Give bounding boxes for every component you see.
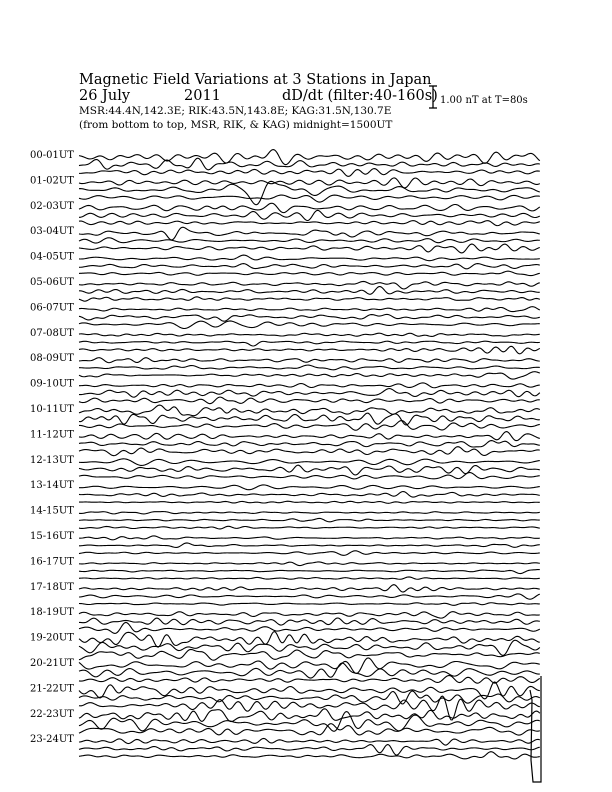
rik-trace bbox=[79, 518, 540, 521]
msr-trace bbox=[79, 752, 540, 759]
chart-title: Magnetic Field Variations at 3 Stations in Japan bbox=[79, 72, 432, 88]
msr-trace bbox=[79, 195, 540, 202]
msr-trace bbox=[79, 244, 540, 253]
hour-label: 19-20UT bbox=[30, 632, 74, 644]
kag-trace bbox=[79, 485, 540, 490]
hour-label: 20-21UT bbox=[30, 658, 74, 669]
kag-trace bbox=[79, 383, 540, 388]
rik-trace bbox=[79, 594, 540, 599]
station-order-note: (from bottom to top, MSR, RIK, & KAG) midnight=1500UT bbox=[79, 119, 393, 131]
kag-trace bbox=[79, 255, 540, 261]
hour-label: 11-12UT bbox=[30, 429, 74, 441]
msr-trace bbox=[79, 447, 540, 456]
hour-label: 09-10UT bbox=[30, 378, 74, 390]
quantity-label: dD/dt (filter:40-160s) bbox=[282, 88, 438, 104]
rik-trace bbox=[79, 712, 540, 732]
kag-trace bbox=[79, 562, 540, 566]
rik-trace bbox=[79, 158, 540, 170]
hour-label: 02-03UT bbox=[30, 200, 74, 212]
kag-trace bbox=[79, 405, 540, 416]
scale-label: 1.00 nT at T=80s bbox=[440, 95, 528, 106]
hour-label: 08-09UT bbox=[30, 353, 74, 365]
hour-label: 06-07UT bbox=[30, 302, 74, 314]
kag-trace bbox=[79, 512, 540, 514]
hour-label: 00-01UT bbox=[30, 150, 74, 161]
kag-trace bbox=[79, 178, 540, 188]
rik-trace bbox=[79, 264, 540, 269]
msr-trace bbox=[79, 271, 540, 275]
msr-trace bbox=[79, 346, 540, 354]
msr-trace bbox=[79, 676, 540, 684]
hour-label: 03-04UT bbox=[30, 226, 74, 238]
rik-trace bbox=[79, 640, 540, 655]
msr-trace bbox=[79, 526, 540, 529]
rik-trace bbox=[79, 691, 540, 704]
msr-trace bbox=[79, 169, 540, 177]
msr-trace bbox=[79, 551, 540, 556]
hour-label: 21-22UT bbox=[30, 683, 74, 695]
msr-trace bbox=[79, 473, 540, 479]
kag-trace bbox=[79, 658, 540, 674]
rik-trace bbox=[79, 389, 540, 398]
hour-label: 04-05UT bbox=[30, 251, 74, 263]
msr-trace bbox=[79, 372, 540, 379]
rik-trace bbox=[79, 341, 540, 346]
msr-trace bbox=[79, 501, 540, 503]
end-spike bbox=[530, 676, 541, 782]
rik-trace bbox=[79, 570, 540, 574]
kag-trace bbox=[79, 459, 540, 466]
hour-label: 10-11UT bbox=[30, 404, 74, 415]
hour-label: 13-14UT bbox=[30, 480, 74, 492]
station-traces bbox=[79, 150, 540, 759]
spike-trace bbox=[530, 676, 541, 782]
kag-trace bbox=[79, 150, 540, 165]
date-day: 26 July bbox=[79, 88, 131, 104]
rik-trace bbox=[79, 238, 540, 243]
station-coordinates: MSR:44.4N,142.3E; RIK:43.5N,143.8E; KAG:31.5N,130.7E bbox=[79, 105, 392, 117]
hour-label: 05-06UT bbox=[30, 277, 74, 288]
msr-trace bbox=[79, 397, 540, 404]
kag-trace bbox=[79, 536, 540, 540]
hour-label: 01-02UT bbox=[30, 175, 74, 187]
rik-trace bbox=[79, 543, 540, 547]
hour-label: 22-23UT bbox=[30, 708, 74, 720]
date-year: 2011 bbox=[184, 88, 221, 104]
rik-trace bbox=[79, 465, 540, 475]
hour-label: 15-16UT bbox=[30, 531, 74, 542]
msr-trace bbox=[79, 297, 540, 301]
msr-trace bbox=[79, 221, 540, 226]
rik-trace bbox=[79, 365, 540, 370]
msr-trace bbox=[79, 421, 540, 431]
rik-trace bbox=[79, 492, 540, 498]
kag-trace bbox=[79, 632, 540, 648]
rik-trace bbox=[79, 441, 540, 447]
kag-trace bbox=[79, 307, 540, 312]
rik-trace bbox=[79, 745, 540, 756]
hour-label: 07-08UT bbox=[30, 327, 74, 339]
kag-trace bbox=[79, 281, 540, 289]
msr-trace bbox=[79, 577, 540, 579]
hour-label: 14-15UT bbox=[30, 505, 74, 517]
kag-trace bbox=[79, 227, 540, 240]
rik-trace bbox=[79, 314, 540, 321]
hour-label: 18-19UT bbox=[30, 607, 74, 619]
rik-trace bbox=[79, 210, 540, 220]
msr-trace bbox=[79, 649, 540, 660]
kag-trace bbox=[79, 585, 540, 592]
msr-trace bbox=[79, 603, 540, 606]
kag-trace bbox=[79, 358, 540, 363]
hour-label: 16-17UT bbox=[30, 556, 74, 568]
rik-trace bbox=[79, 287, 540, 295]
kag-trace bbox=[79, 432, 540, 441]
hour-labels bbox=[30, 150, 74, 745]
hour-label: 12-13UT bbox=[30, 454, 74, 466]
hour-label: 17-18UT bbox=[30, 581, 74, 593]
msr-trace bbox=[79, 321, 540, 329]
kag-trace bbox=[79, 738, 540, 745]
hour-label: 23-24UT bbox=[30, 734, 74, 746]
rik-trace bbox=[79, 618, 540, 625]
kag-trace bbox=[79, 203, 540, 212]
kag-trace bbox=[79, 612, 540, 618]
kag-trace bbox=[79, 682, 540, 699]
kag-trace bbox=[79, 333, 540, 336]
